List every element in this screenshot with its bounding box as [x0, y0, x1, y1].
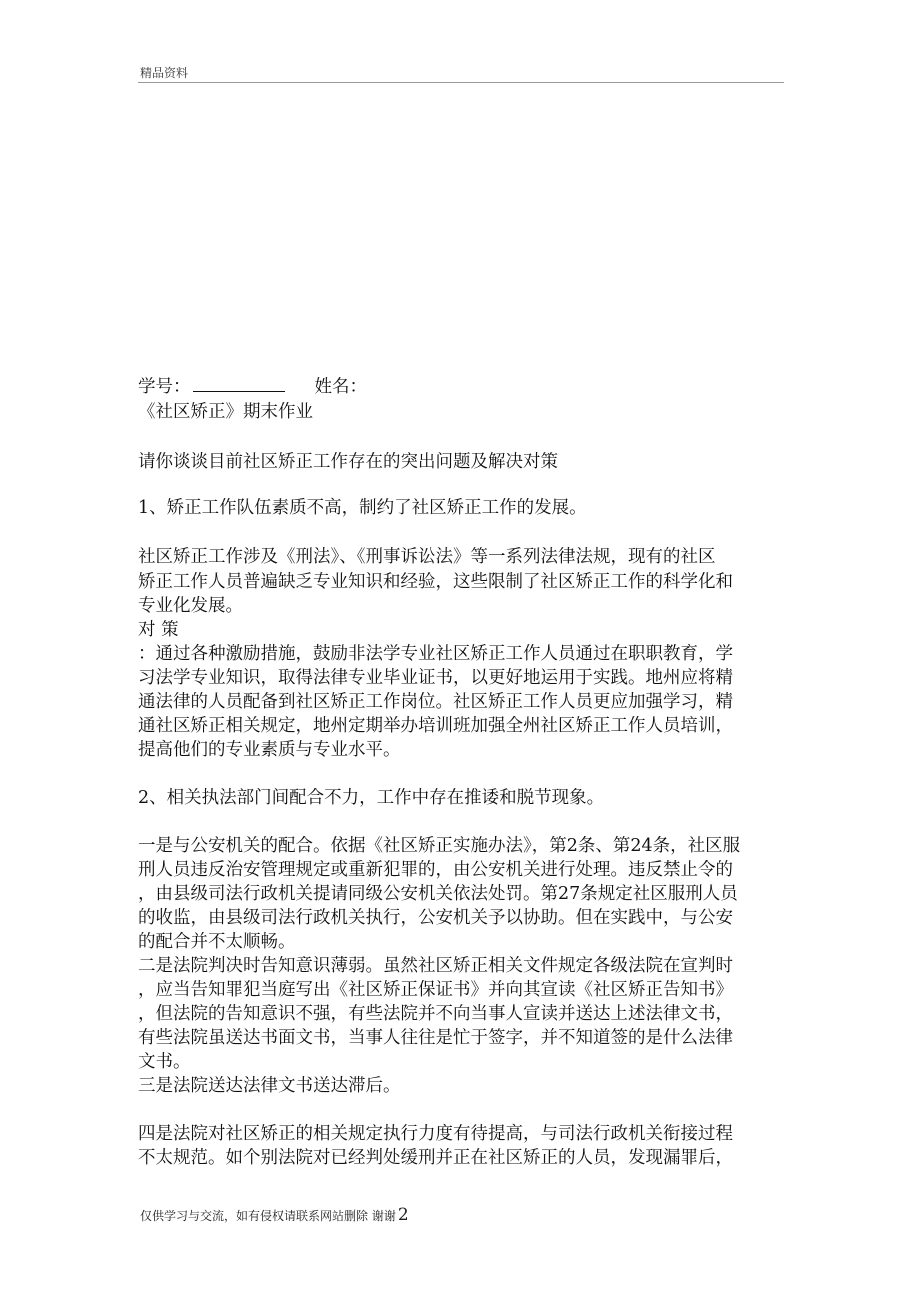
body-line: 有些法院虽送达书面文书，当事人往往是忙于签字，并不知道签的是什么法律: [138, 1028, 733, 1048]
body-line: 2、相关执法部门间配合不力，工作中存在推诿和脱节现象。: [138, 788, 605, 808]
body-line: 的配合并不太顺畅。: [138, 932, 296, 952]
body-line: 社区矫正工作涉及《刑法》、《刑事诉讼法》等一系列法律法规，现有的社区: [138, 547, 716, 567]
body-line: 通法律的人员配备到社区矫正工作岗位。社区矫正工作人员更应加强学习，精: [138, 692, 733, 712]
body-line: 矫正工作人员普遍缺乏专业知识和经验，这些限制了社区矫正工作的科学化和: [138, 572, 733, 592]
assignment-question: 请你谈谈目前社区矫正工作存在的突出问题及解决对策: [138, 452, 558, 472]
student-id-label: 学号：: [138, 377, 191, 397]
body-line: 专业化发展。: [138, 596, 243, 616]
body-line: 习法学专业知识，取得法律专业毕业证书，以更好地运用于实践。地州应将精: [138, 668, 733, 688]
student-id-blank: [193, 375, 285, 392]
header-label: 精品资料: [140, 66, 189, 80]
body-line: 二是法院判决时告知意识薄弱。虽然社区矫正相关文件规定各级法院在宣判时: [138, 956, 733, 976]
body-line: ：通过各种激励措施，鼓励非法学专业社区矫正工作人员通过在职职教育，学: [138, 644, 733, 664]
body-line: ，由县级司法行政机关提请同级公安机关依法处罚。第27条规定社区服刑人员: [138, 884, 738, 904]
name-label: 姓名：: [314, 377, 367, 397]
body-line: 四是法院对社区矫正的相关规定执行力度有待提高，与司法行政机关衔接过程: [138, 1124, 733, 1144]
body-line: ，应当告知罪犯当庭写出《社区矫正保证书》并向其宣读《社区矫正告知书》: [138, 980, 733, 1000]
body-line: 提高他们的专业素质与专业水平。: [138, 740, 401, 760]
body-line: 刑人员违反治安管理规定或重新犯罪的，由公安机关进行处理。违反禁止令的: [138, 860, 733, 880]
body-line: 三是法院送达法律文书送达滞后。: [138, 1076, 401, 1096]
page-footer: [140, 1205, 409, 1225]
page-number: 2: [397, 1205, 409, 1225]
body-line: 不太规范。如个别法院对已经判处缓刑并正在社区矫正的人员，发现漏罪后，: [138, 1148, 733, 1168]
body-line: 1、矫正工作队伍素质不高，制约了社区矫正工作的发展。: [138, 498, 587, 518]
body-line: 文书。: [138, 1052, 191, 1072]
header-divider: [138, 82, 784, 83]
body-line: 对 策: [138, 620, 179, 640]
body-line: 的收监，由县级司法行政机关执行，公安机关予以协助。但在实践中，与公安: [138, 908, 733, 928]
body-line: 通社区矫正相关规定，地州定期举办培训班加强全州社区矫正工作人员培训，: [138, 716, 733, 736]
body-line: 一是与公安机关的配合。依据《社区矫正实施办法》，第2条、第24条，社区服: [138, 836, 741, 856]
body-line: ，但法院的告知意识不强，有些法院并不向当事人宣读并送达上述法律文书，: [138, 1004, 733, 1024]
student-info-line: [138, 375, 367, 399]
footer-disclaimer: 仅供学习与交流，如有侵权请联系网站删除 谢谢: [140, 1209, 396, 1223]
document-title: 《社区矫正》期末作业: [138, 402, 313, 422]
